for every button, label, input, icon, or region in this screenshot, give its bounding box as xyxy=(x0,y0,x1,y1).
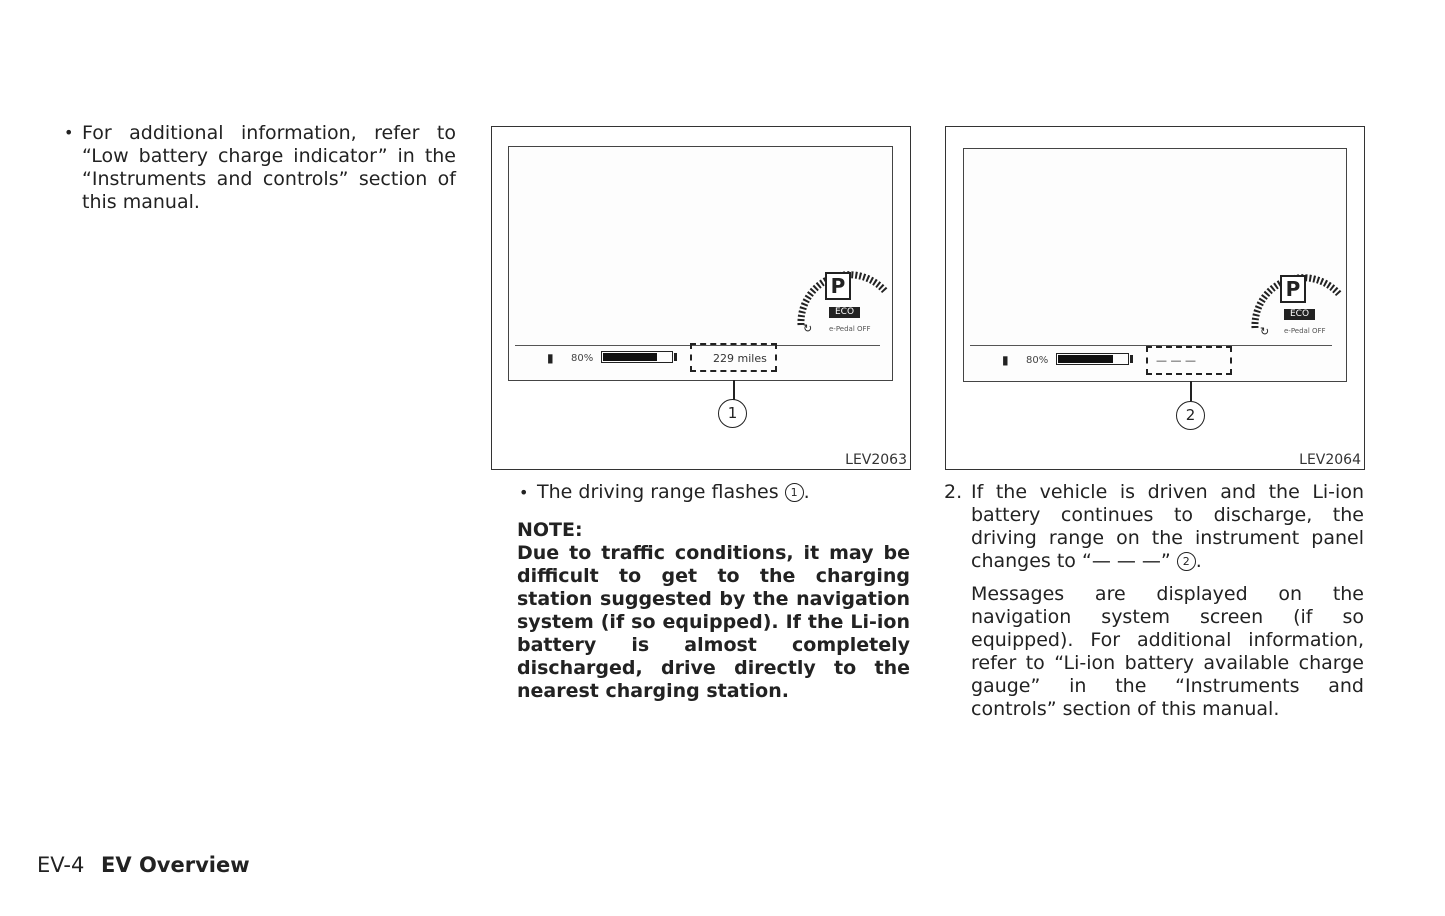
regen-icon: ↻ xyxy=(803,322,813,335)
figure-lev2063 xyxy=(491,126,911,470)
driving-range-value: — — — xyxy=(1156,354,1196,367)
charge-percent: 80% xyxy=(1026,355,1049,366)
bullet-point: • xyxy=(519,483,529,502)
figure-code: LEV2063 xyxy=(845,452,907,468)
section-title: EV Overview xyxy=(101,853,250,877)
eco-mode-badge: ECO xyxy=(829,307,860,318)
page-number: EV-4 xyxy=(37,853,85,877)
callout-leader xyxy=(733,380,735,400)
callout-leader xyxy=(1190,381,1192,401)
callout-ref-2: 2 xyxy=(1177,552,1196,571)
navigation-messages-paragraph: Messages are displayed on the navigation system screen (if so equipped). For additional information, refer to “Li-ion battery available charge gauge” in the “Instruments and controls” section of this manual. xyxy=(971,583,1364,720)
battery-gauge xyxy=(601,351,673,363)
gear-indicator: P xyxy=(825,272,851,300)
battery-gauge xyxy=(1056,353,1129,365)
charge-plug-icon: ▮ xyxy=(547,351,554,365)
range-flashes-item: The driving range flashes 1 . xyxy=(537,481,810,503)
callout-2: 2 xyxy=(1176,401,1205,430)
eco-mode-badge: ECO xyxy=(1284,309,1315,320)
battery-fill xyxy=(603,353,657,361)
range-discharge-text: If the vehicle is driven and the Li-ion battery continues to discharge, the driving range on the instrument panel changes to “— — —” xyxy=(971,481,1364,572)
callout-ref-1: 1 xyxy=(785,483,804,502)
item-number: 2. xyxy=(944,481,963,503)
instrument-panel-screen xyxy=(508,146,893,381)
battery-cap xyxy=(674,353,677,361)
figure-code: LEV2064 xyxy=(1299,452,1361,468)
charge-percent: 80% xyxy=(571,353,594,364)
regen-icon: ↻ xyxy=(1260,325,1270,338)
instrument-panel-screen xyxy=(963,148,1347,382)
additional-info-paragraph: For additional information, refer to “Low battery charge indicator” in the “Instruments and controls” section of this manual. xyxy=(82,122,456,213)
figure-lev2064 xyxy=(945,126,1365,470)
e-pedal-status: e-Pedal OFF xyxy=(1284,327,1326,335)
battery-fill xyxy=(1058,355,1113,363)
note-text: Due to traffic conditions, it may be difficult to get to the charging station suggested by the navigation system (if so equipped). If the Li-ion battery is almost completely discharged, drive directly to the nearest charging station. xyxy=(517,542,910,702)
charge-plug-icon: ▮ xyxy=(1002,353,1009,367)
range-discharge-item: If the vehicle is driven and the Li-ion battery continues to discharge, the driving range on the instrument panel changes to “— — —” 2 . xyxy=(971,481,1364,572)
bullet-point: • xyxy=(64,123,74,142)
page-footer xyxy=(37,853,250,877)
callout-1: 1 xyxy=(718,399,747,428)
driving-range-value: 229 miles xyxy=(713,352,767,365)
gear-indicator: P xyxy=(1280,275,1306,303)
range-flashes-text: The driving range flashes xyxy=(537,481,779,503)
e-pedal-status: e-Pedal OFF xyxy=(829,325,871,333)
note-heading: NOTE: xyxy=(517,519,583,541)
battery-cap xyxy=(1130,355,1133,363)
